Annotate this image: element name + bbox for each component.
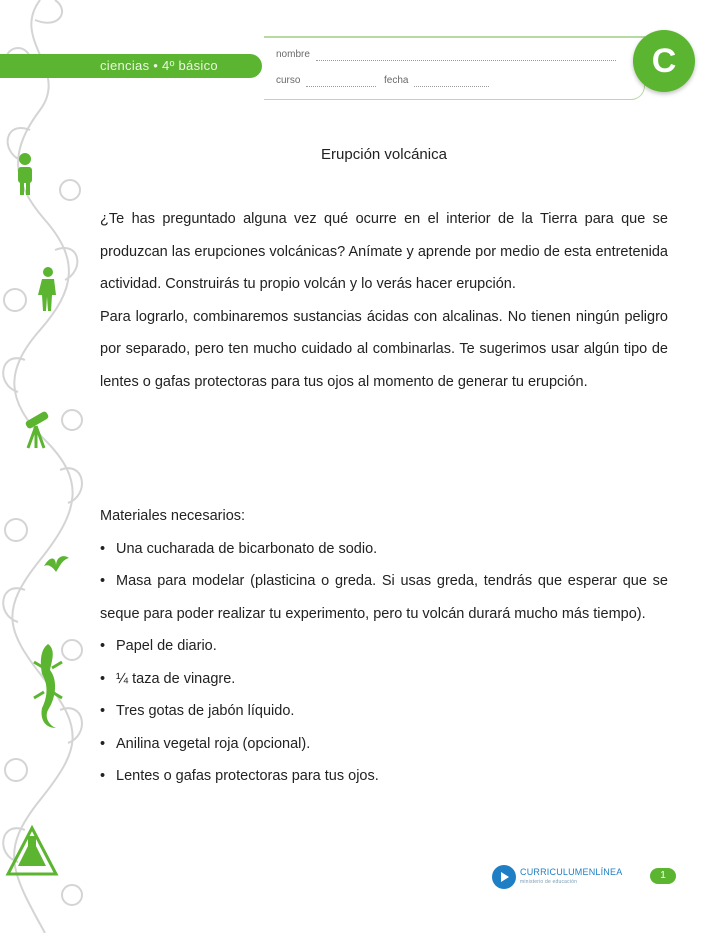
page-title: Erupción volcánica — [321, 146, 447, 163]
intro-text — [100, 203, 668, 398]
list-item — [100, 565, 668, 630]
decorative-vine — [0, 0, 95, 933]
divider — [264, 37, 644, 38]
brand-text — [520, 867, 622, 887]
date-field[interactable] — [414, 86, 489, 87]
list-item — [100, 663, 668, 696]
person-icon — [14, 152, 36, 196]
list-item — [100, 533, 668, 566]
materials-list — [100, 533, 668, 793]
brand-subtitle: ministerio de educación — [520, 879, 578, 885]
material-text: Tres gotas de jabón líquido. — [116, 703, 295, 719]
name-field[interactable] — [316, 60, 616, 61]
material-text: Anilina vegetal roja (opcional). — [116, 735, 311, 752]
level-badge: C — [633, 30, 695, 92]
course-label: curso — [276, 75, 301, 86]
flask-icon — [4, 824, 60, 880]
curriculum-logo[interactable] — [492, 864, 622, 890]
bullet: • — [100, 638, 106, 654]
brand-name: CURRICULUMENLÍNEA — [520, 867, 623, 877]
bullet: • — [100, 735, 106, 752]
material-text: Lentes o gafas protectoras para tus ojos. — [116, 768, 379, 784]
material-text: ¼ taza de vinagre. — [116, 670, 236, 687]
student-info-box — [264, 36, 645, 100]
bullet: • — [100, 670, 106, 687]
intro-paragraph-2: Para lograrlo, combinaremos sustancias ácidas con alcalinas. No tienen ningún peligro por separado, pero ten mucho cuidado al combinarlas. Te sugerimos usar algún tipo de lentes o gafas protectoras para tus ojos al momento de generar tu erupción. — [100, 308, 668, 390]
bullet: • — [100, 768, 106, 784]
date-label: fecha — [384, 75, 409, 86]
material-text: Una cucharada de bicarbonato de sodio. — [116, 540, 378, 557]
page-number: 1 — [650, 868, 676, 884]
materials-section — [100, 500, 668, 793]
list-item — [100, 728, 668, 761]
material-text: Masa para modelar (plasticina o greda. Si usas greda, tendrás que esperar que se seque para poder realizar tu experimento, pero tu volcán durará mucho más tiempo). — [100, 573, 668, 622]
list-item — [100, 630, 668, 663]
lizard-icon — [30, 640, 66, 730]
bullet: • — [100, 573, 106, 589]
play-logo-icon — [492, 865, 516, 889]
subject-label: ciencias • 4º básico — [100, 58, 218, 73]
material-text: Papel de diario. — [116, 638, 217, 654]
bullet: • — [100, 703, 106, 719]
course-field[interactable] — [306, 86, 376, 87]
list-item — [100, 760, 668, 793]
bullet: • — [100, 540, 106, 557]
name-label: nombre — [276, 49, 310, 60]
list-item — [100, 695, 668, 728]
telescope-icon — [22, 410, 52, 450]
intro-paragraph-1: ¿Te has preguntado alguna vez qué ocurre en el interior de la Tierra para que se produzcan las erupciones volcánicas? Anímate y aprende por medio de esta entretenida actividad. Construirás tu propio volcán y lo verás hacer erupción. — [100, 211, 668, 292]
materials-heading: Materiales necesarios: — [100, 508, 246, 524]
hiker-icon — [36, 266, 60, 312]
bird-icon — [42, 552, 70, 576]
